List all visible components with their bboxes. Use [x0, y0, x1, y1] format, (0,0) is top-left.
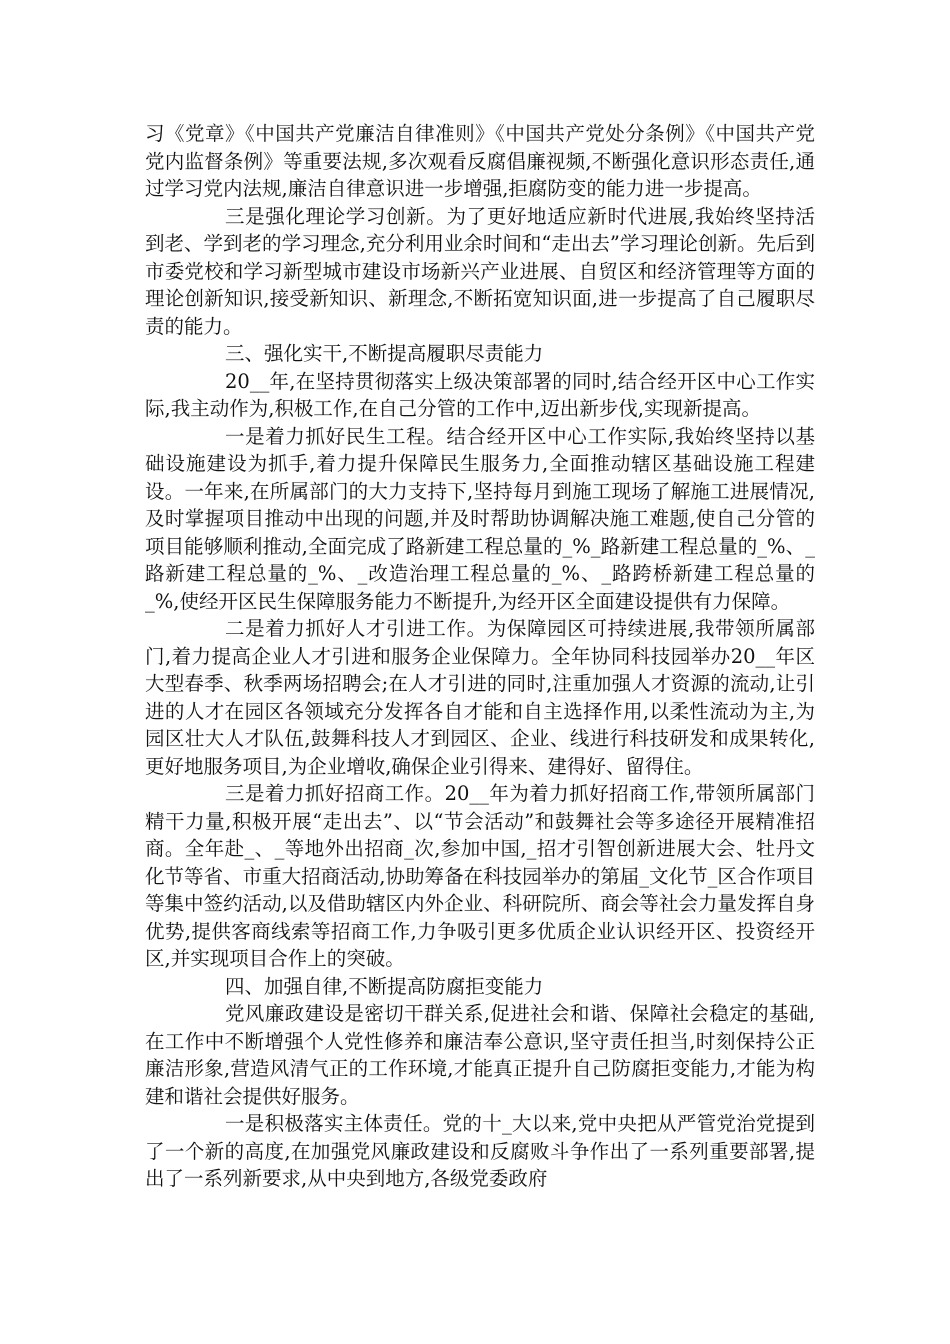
paragraph-theory-innovation: 三是强化理论学习创新。为了更好地适应新时代进展,我始终坚持活到老、学到老的学习理念,充分利用业余时间和“走出去”学习理论创新。先后到市委党校和学习新型城市建设市场新兴产业进展、自贸区和经济管理等方面的理论创新知识,接受新知识、新理念,不断拓宽知识面,进一步提高了自己履职尽责的能力。	[145, 204, 815, 338]
paragraph-talent-introduction: 二是着力抓好人才引进工作。为保障园区可持续进展,我带领所属部门,着力提高企业人才引进和服务企业保障力。全年协同科技园举办20__年区大型春季、秋季两场招聘会;在人才引进的同时,注重加强人才资源的流动,让引进的人才在园区各领域充分发挥各自才能和自主选择作用,以柔性流动为主,为园区壮大人才队伍,鼓舞科技人才到园区、企业、线进行科技研发和成果转化,更好地服务项目,为企业增收,确保企业引得来、建得好、留得住。	[145, 617, 815, 778]
paragraph-law-study: 习《党章》《中国共产党廉洁自律准则》《中国共产党处分条例》《中国共产党党内监督条例》等重要法规,多次观看反腐倡廉视频,不断强化意识形态责任,通过学习党内法规,廉洁自律意识进一步增强,拒腐防变的能力进一步提高。	[145, 122, 815, 200]
paragraph-livelihood-projects: 一是着力抓好民生工程。结合经开区中心工作实际,我始终坚持以基础设施建设为抓手,着力提升保障民生服务力,全面推动辖区基础设施工程建设。一年来,在所属部门的大力支持下,坚持每月到施工现场了解施工进展情况,及时掌握项目推动中出现的问题,并及时帮助协调解决施工难题,使自己分管的项目能够顺利推动,全面完成了路新建工程总量的_%_路新建工程总量的_%、_路新建工程总量的_%、_改造治理工程总量的_%、_路跨桥新建工程总量的_%,使经开区民生保障服务能力不断提升,为经开区全面建设提供有力保障。	[145, 424, 815, 613]
section-heading-self-discipline: 四、加强自律,不断提高防腐拒变能力	[225, 974, 544, 998]
paragraph-annual-overview: 20__年,在坚持贯彻落实上级决策部署的同时,结合经开区中心工作实际,我主动作为,积极工作,在自己分管的工作中,迈出新步伐,实现新提高。	[145, 369, 815, 420]
paragraph-clean-governance: 党风廉政建设是密切干群关系,促进社会和谐、保障社会稳定的基础,在工作中不断增强个人党性修养和廉洁奉公意识,坚守责任担当,时刻保持公正廉洁形象,营造风清气正的工作环境,才能真正提升自己防腐拒变能力,才能为构建和谐社会提供好服务。	[145, 1002, 815, 1108]
section-heading-practical-work: 三、强化实干,不断提高履职尽责能力	[225, 342, 544, 365]
paragraph-main-responsibility: 一是积极落实主体责任。党的十_大以来,党中央把从严管党治党提到了一个新的高度,在加强党风廉政建设和反腐败斗争作出了一系列重要部署,提出了一系列新要求,从中央到地方,各级党委政府	[145, 1112, 815, 1190]
paragraph-investment-attraction: 三是着力抓好招商工作。20__年为着力抓好招商工作,带领所属部门精干力量,积极开展“走出去”、以“节会活动”和鼓舞社会等多途径开展精准招商。全年赴_、_等地外出招商_次,参加中国,_招才引智创新进展大会、牡丹文化节等省、市重大招商活动,协助筹备在科技园举办的第届_文化节_区合作项目等集中签约活动,以及借助辖区内外企业、科研院所、商会等社会力量发挥自身优势,提供客商线索等招商工作,力争吸引更多优质企业认识经开区、投资经开区,并实现项目合作上的突破。	[145, 782, 815, 970]
document-page	[145, 120, 815, 1193]
